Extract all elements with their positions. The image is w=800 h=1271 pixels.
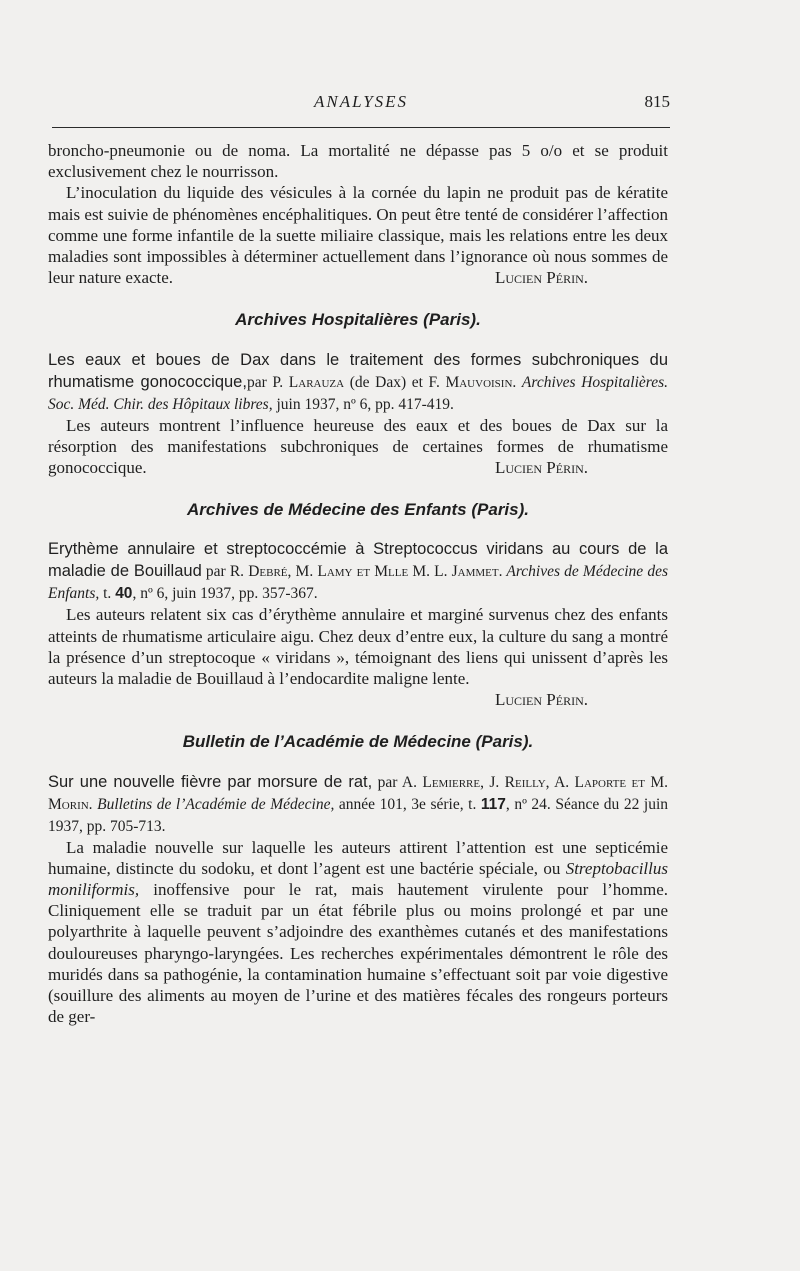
citation-journal: Bulletins de l’Académie de Médecine, <box>92 795 335 813</box>
article-title: Les eaux et boues de Dax dans le traitement des formes subchroniques du rhumatisme gonococcique, <box>48 350 668 391</box>
volume: 40 <box>115 585 133 603</box>
journal-heading: Archives Hospitalières (Paris). <box>235 310 481 330</box>
journal-heading: Bulletin de l’Académie de Médecine (Paris). <box>182 732 534 752</box>
header-rule <box>52 127 670 128</box>
article-summary: La maladie nouvelle sur laquelle les auteurs attirent l’attention est une septicémie humaine, distincte du sodoku, et dont l’agent est une bactérie spéciale, ou Streptobacillus moniliformis, inoffensive pour le rat, mais hautement virulente pour l’homme. Cliniquement elle se traduit par un état fébrile plus ou moins prolongé et par une polyarthrite à laquelle peuvent s’adjoindre des exanthèmes cutanés et des manifestations douloureuses pharyngo-laryngées. Les recherches expérimentales démontrent le rôle des muridés dans sa pathogénie, la contamination humaine s’effectuant soit par voie digestive (souillure des aliments au moyen de l’urine et des matières fécales des rongeurs porteurs de ger- <box>48 837 668 1027</box>
article-reference <box>48 538 668 604</box>
article-summary: Les auteurs relatent six cas d’érythème annulaire et marginé survenus chez des enfants atteints de rhumatisme articulaire aigu. Chez deux d’entre eux, la culture du sang a montré la présence d’un streptocoque « viridans », témoignant des liens qui unissent d’après les auteurs la maladie de Bouillaud à l’endocardite maligne lente. <box>48 605 668 689</box>
page-number: 815 <box>644 92 670 111</box>
intro-continuation: broncho-pneumonie ou de noma. La mortalité ne dépasse pas 5 o/o et se produit exclusivement chez le nourrisson. <box>48 141 668 182</box>
intro-paragraph <box>48 182 668 288</box>
signature: Lucien Périn. <box>495 690 588 710</box>
signature: Lucien Périn. <box>495 458 588 478</box>
journal-heading: Archives de Médecine des Enfants (Paris). <box>186 500 529 520</box>
article-summary: Les auteurs montrent l’influence heureuse des eaux et des boues de Dax sur la résorption des manifestations subchroniques de certaines formes de rhumatisme gonococcique. Lucien Périn. <box>48 415 668 478</box>
citation-journal: Archives de Médecine des Enfants, <box>48 563 668 603</box>
running-title: ANALYSES <box>313 92 409 111</box>
authors: Lemierre, J. Reilly, A. Laporte et M. Morin. <box>48 773 668 813</box>
volume: 117 <box>480 795 506 813</box>
authors: Debré, M. Lamy et Mlle M. L. Jammet. <box>248 563 503 581</box>
article-title: Sur une nouvelle fièvre par morsure de rat, <box>48 772 373 791</box>
author: Larauza <box>288 373 345 391</box>
author: Mauvoisin. <box>445 373 517 391</box>
article-title: Erythème annulaire et streptococcémie à Streptococcus viridans au cours de la maladie de Bouillaud <box>48 540 668 581</box>
species-name: Streptobacillus moniliformis, <box>48 858 668 900</box>
citation-journal: Archives Hospitalières. Soc. Méd. Chir. des Hôpitaux libres, <box>48 373 669 413</box>
citation: par A. Lemierre, J. Reilly, A. Laporte et M. Morin. Bulletins de l’Académie de Médecine, année 101, 3e série, t. 117, nº 24. Séance du 22 juin 1937, pp. 705-713. <box>48 773 668 835</box>
running-head <box>52 92 670 116</box>
article-reference <box>48 349 668 415</box>
page-content <box>48 140 668 1027</box>
citation: par P. Larauza (de Dax) et F. Mauvoisin. Archives Hospitalières. Soc. Méd. Chir. des Hôpitaux libres, juin 1937, nº 6, pp. 417-419. <box>48 373 669 413</box>
article-reference <box>48 771 668 837</box>
signature: Lucien Périn. <box>495 268 588 288</box>
citation: par R. Debré, M. Lamy et Mlle M. L. Jammet. Archives de Médecine des Enfants, t. 40, nº 6, juin 1937, pp. 357-367. <box>48 563 668 603</box>
intro-paragraph-text: L’inoculation du liquide des vésicules à la cornée du lapin ne produit pas de kératite mais est suivie de phénomènes encéphalitiques. On peut être tenté de considérer l’affection comme une forme infantile de la suette miliaire classique, mais les relations entre les deux maladies sont impossibles à déterminer actuellement dans l’ignorance où nous sommes de leur nature exacte. <box>48 183 668 288</box>
